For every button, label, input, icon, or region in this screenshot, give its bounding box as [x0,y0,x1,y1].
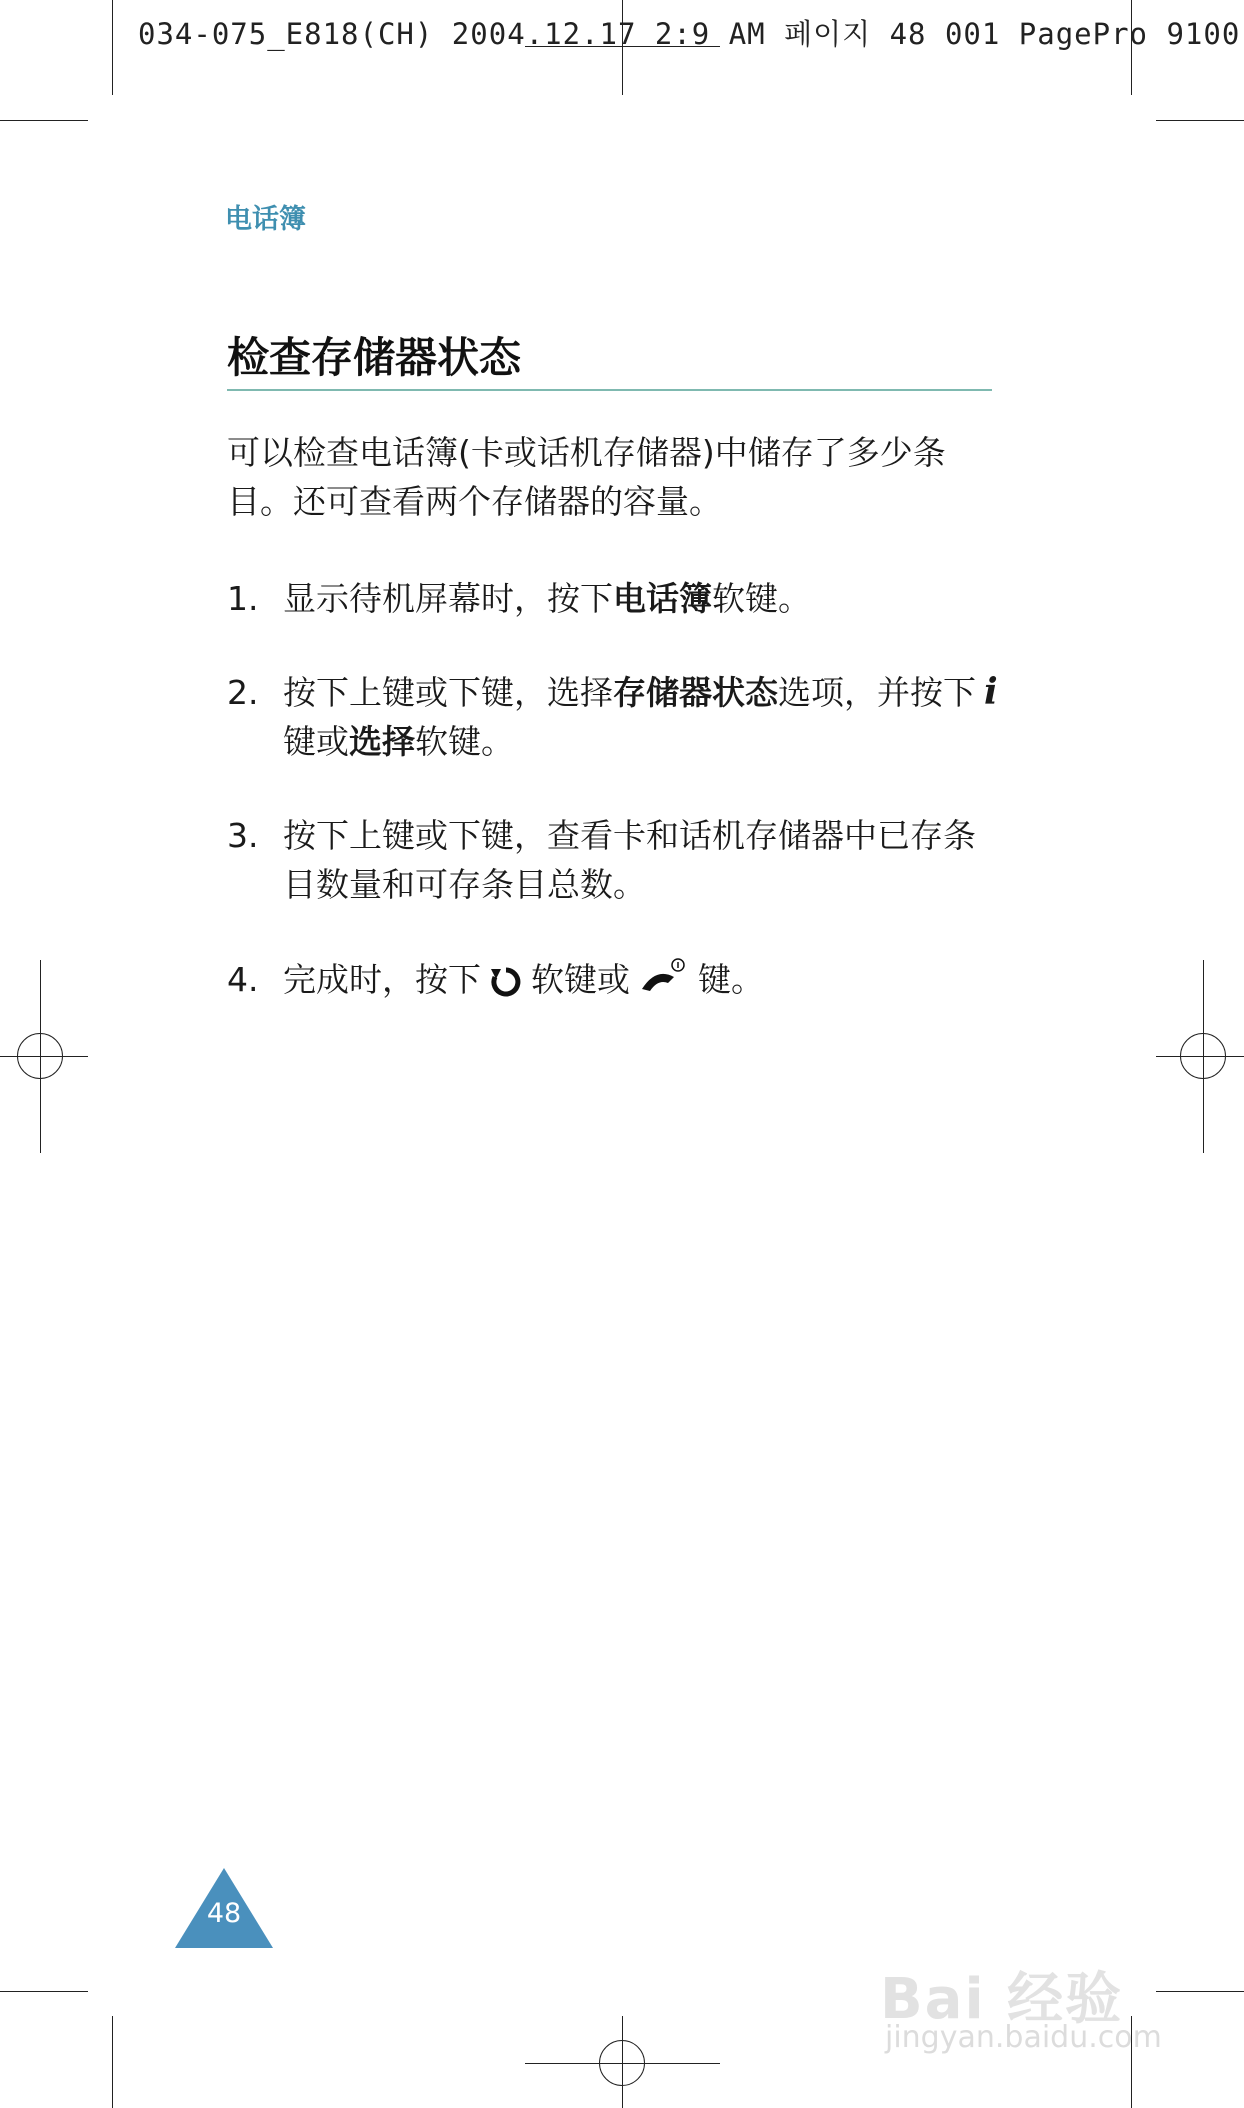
watermark-url: jingyan.baidu.com [885,2020,1162,2055]
registration-circle [17,1033,63,1079]
page-title: 检查存储器状态 [227,333,522,382]
baidu-watermark: Bai 经验 [880,1967,1124,2032]
section-label: 电话簿 [225,204,306,235]
crop-mark [1156,120,1244,121]
crop-mark [112,0,113,95]
step-number: 3. [227,816,259,855]
registration-circle [1180,1033,1226,1079]
i-key-icon: i [984,671,998,713]
page-number: 48 [206,1898,242,1929]
step-text: 完成时，按下 软键或 键。 [283,955,1007,1004]
step-number: 2. [227,673,259,712]
crop-mark [0,1991,88,1992]
step-number: 4. [227,960,259,999]
step-1 [227,574,1007,623]
step-text: 按下上键或下键，查看卡和话机存储器中已存条目数量和可存条目总数。 [283,816,976,904]
registration-circle [599,2040,645,2086]
title-rule [227,389,992,391]
step-2 [227,668,1007,766]
step-text: 显示待机屏幕时，按下电话簿软键。 [283,579,811,618]
crop-mark [112,2016,113,2108]
print-header: 034-075_E818(CH) 2004.12.17 2:9 AM 페이지 48 001 PagePro 9100 [138,17,1241,51]
step-number: 1. [227,579,259,618]
crop-mark [0,120,88,121]
end-call-key-icon [638,957,690,997]
back-key-icon [487,963,525,999]
step-text: 按下上键或下键，选择存储器状态选项，并按下 i键或选择软键。 [283,668,1007,766]
step-3 [227,811,1007,909]
crop-mark [1156,1991,1244,1992]
intro-paragraph: 可以检查电话簿(卡或话机存储器)中储存了多少条目。还可查看两个存储器的容量。 [227,433,946,521]
step-4 [227,955,1007,1004]
